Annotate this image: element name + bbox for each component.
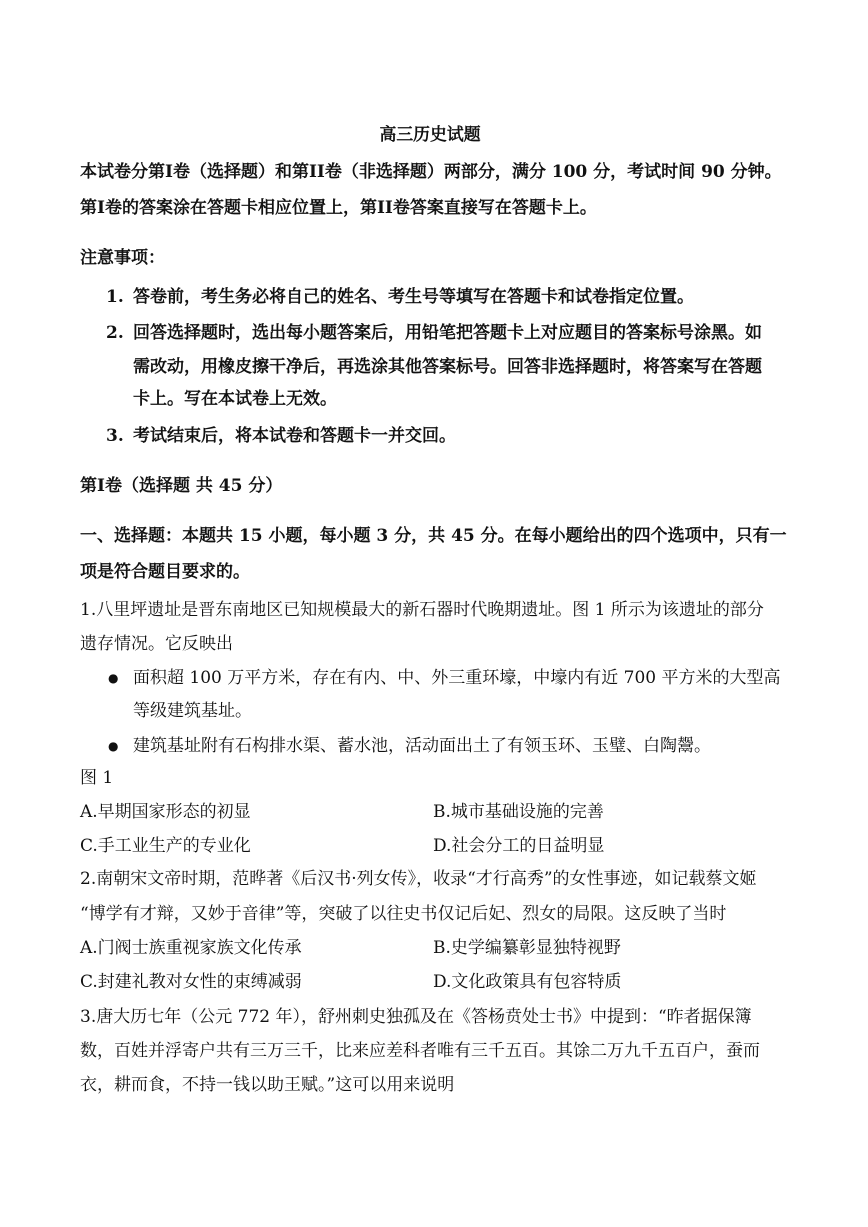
q1-stem-line-1: 1.八里坪遗址是晋东南地区已知规模最大的新石器时代晚期遗址。图 1 所示为该遗址的部分 [80,600,764,620]
q2-stem-line-1: 2.南朝宋文帝时期，范晔著《后汉书·列女传》，收录“才行高秀”的女性事迹，如记载蔡文姬 [80,869,757,889]
q2-option-c: C.封建礼教对女性的束缚减弱 [80,972,302,992]
q1-bullet-2-line-1: 建筑基址附有石构排水渠、蓄水池，活动面出土了有领玉环、玉璧、白陶鬶。 [133,736,711,756]
notice-item-2-number: 2. [106,323,124,343]
q3-stem-line-3: 衣，耕而食，不持一钱以助王赋。”这可以用来说明 [80,1075,455,1095]
notice-heading: 注意事项： [80,248,165,268]
q2-stem-line-2: “博学有才辩，又妙于音律”等，突破了以往史书仅记后妃、烈女的局限。这反映了当时 [80,904,727,924]
q3-stem-line-1: 3.唐大历七年（公元 772 年），舒州刺史独孤及在《答杨贲处士书》中提到：“昨者据保簿 [80,1007,752,1027]
notice-item-2-text-2: 需改动，用橡皮擦干净后，再选涂其他答案标号。回答非选择题时，将答案写在答题 [133,357,762,377]
q1-option-b: B.城市基础设施的完善 [433,802,604,822]
bullet-icon: ● [108,739,119,753]
q2-option-d: D.文化政策具有包容特质 [433,972,622,992]
intro-line-1: 本试卷分第I卷（选择题）和第II卷（非选择题）两部分，满分 100 分，考试时间 90 分钟。 [80,162,782,182]
notice-item-1-text: 答卷前，考生务必将自己的姓名、考生号等填写在答题卡和试卷指定位置。 [133,287,694,307]
q1-option-d: D.社会分工的日益明显 [433,836,605,856]
intro-line-2: 第I卷的答案涂在答题卡相应位置上，第II卷答案直接写在答题卡上。 [80,198,597,218]
q1-stem-line-2: 遗存情况。它反映出 [80,634,233,654]
notice-item-2-text-3: 卡上。写在本试卷上无效。 [133,389,337,409]
bullet-icon: ● [108,671,119,685]
notice-item-1-number: 1. [106,287,124,307]
q1-bullet-1-line-1: 面积超 100 万平方米，存在有内、中、外三重环壕，中壕内有近 700 平方米的大型高 [133,668,781,688]
section1-heading-line-1: 一、选择题：本题共 15 小题，每小题 3 分，共 45 分。在每小题给出的四个选项中，只有一 [80,526,787,546]
q1-option-c: C.手工业生产的专业化 [80,836,251,856]
q1-option-a: A.早期国家形态的初显 [80,802,251,822]
q1-figure-label: 图 1 [80,768,114,788]
section1-heading-line-2: 项是符合题目要求的。 [80,562,250,582]
q1-bullet-1-line-2: 等级建筑基址。 [133,701,252,721]
notice-item-3-number: 3. [106,426,124,446]
notice-item-3-text: 考试结束后，将本试卷和答题卡一并交回。 [133,426,456,446]
part1-heading: 第I卷（选择题 共 45 分） [80,476,283,496]
q2-option-b: B.史学编纂彰显独特视野 [433,938,621,958]
page-title: 高三历史试题 [379,125,481,145]
q3-stem-line-2: 数，百姓并浮寄户共有三万三千，比来应差科者唯有三千五百。其馀二万九千五百户，蚕而 [80,1041,760,1061]
q2-option-a: A.门阀士族重视家族文化传承 [80,938,302,958]
notice-item-2-text-1: 回答选择题时，选出每小题答案后，用铅笔把答题卡上对应题目的答案标号涂黑。如 [133,323,762,343]
